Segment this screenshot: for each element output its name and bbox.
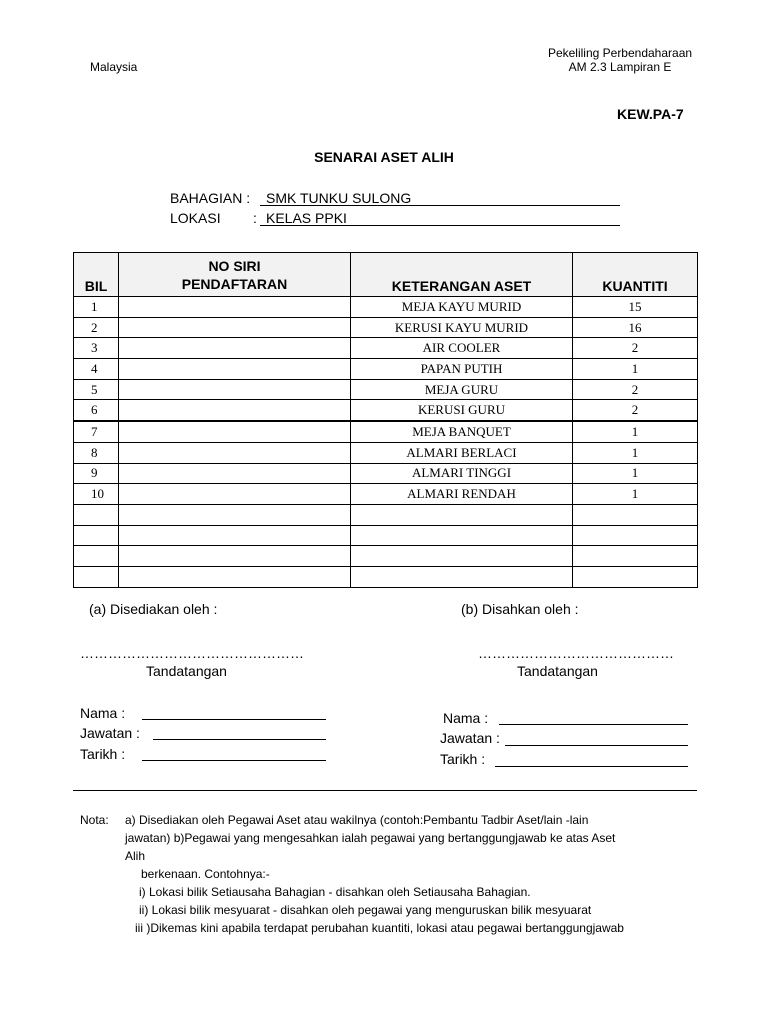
table-row [74,379,698,400]
left-signature-heading: (a) Disediakan oleh : [89,601,218,617]
header-no-siri-line2: PENDAFTARAN [181,275,288,292]
right-tandatangan-label: Tandatangan [517,663,598,679]
cell-keterangan[interactable]: AIR COOLER [351,338,573,359]
table-row [74,297,698,318]
asset-rows [74,297,698,588]
right-signature-dots[interactable]: …………………………………… [478,645,674,661]
lokasi-field[interactable]: KELAS PPKI [260,210,620,226]
left-signature-dots[interactable]: ………………………………………… [80,645,304,661]
cell-bil[interactable]: 8 [74,442,119,463]
right-jawatan-field[interactable] [505,745,688,746]
nota-line-5: i) Lokasi bilik Setiausaha Bahagian - disahkan oleh Setiausaha Bahagian. [139,885,531,899]
lokasi-colon: : [253,210,257,226]
cell-keterangan[interactable]: PAPAN PUTIH [351,359,573,380]
left-jawatan-label: Jawatan : [80,725,140,741]
table-row [74,546,698,567]
nota-line-7: iii )Dikemas kini apabila terdapat perubahan kuantiti, lokasi atau pegawai bertanggungjawab [135,921,624,935]
asset-table [73,252,698,588]
header-no-siri [119,253,351,297]
left-tandatangan-label: Tandatangan [146,663,227,679]
circular-line-1: Pekeliling Perbendaharaan [547,46,693,60]
cell-kuantiti[interactable]: 1 [573,484,698,505]
cell-no-siri[interactable] [119,379,351,400]
cell-bil[interactable]: 9 [74,463,119,484]
page-title: SENARAI ASET ALIH [314,149,454,165]
cell-keterangan[interactable]: KERUSI GURU [351,400,573,421]
table-row [74,359,698,380]
cell-bil[interactable]: 7 [74,421,119,442]
cell-bil[interactable]: 5 [74,379,119,400]
cell-kuantiti[interactable] [573,504,698,525]
cell-kuantiti[interactable]: 15 [573,297,698,318]
cell-keterangan[interactable]: ALMARI BERLACI [351,442,573,463]
circular-reference [520,46,720,74]
cell-no-siri[interactable] [119,525,351,546]
right-jawatan-label: Jawatan : [440,730,500,746]
nota-line-1: a) Disediakan oleh Pegawai Aset atau wakilnya (contoh:Pembantu Tadbir Aset/lain -lain [125,813,589,827]
cell-kuantiti[interactable]: 2 [573,338,698,359]
form-code: KEW.PA-7 [617,106,684,122]
cell-kuantiti[interactable] [573,546,698,567]
cell-kuantiti[interactable] [573,525,698,546]
table-row [74,338,698,359]
bahagian-label: BAHAGIAN : [170,190,251,206]
cell-no-siri[interactable] [119,400,351,421]
nota-line-2: jawatan) b)Pegawai yang mengesahkan ialah pegawai yang bertanggungjawab ke atas Aset [125,831,616,845]
cell-keterangan[interactable]: MEJA GURU [351,379,573,400]
cell-bil[interactable] [74,546,119,567]
left-tarikh-field[interactable] [142,760,326,761]
bahagian-field[interactable]: SMK TUNKU SULONG [260,190,620,206]
cell-keterangan[interactable]: MEJA KAYU MURID [351,297,573,318]
nota-line-3: Alih [125,849,146,863]
left-nama-field[interactable] [142,719,326,720]
table-row [74,504,698,525]
cell-kuantiti[interactable] [573,566,698,587]
cell-keterangan[interactable] [351,566,573,587]
table-row [74,566,698,587]
nota-line-6: ii) Lokasi bilik mesyuarat - disahkan oleh pegawai yang menguruskan bilik mesyuarat [139,903,592,917]
cell-no-siri[interactable] [119,359,351,380]
table-row [74,421,698,442]
cell-no-siri[interactable] [119,484,351,505]
nota-line-4: berkenaan. Contohnya:- [141,867,270,881]
circular-line-2: AM 2.3 Lampiran E [568,60,672,74]
header-bil: BIL [74,253,119,297]
cell-kuantiti[interactable]: 1 [573,442,698,463]
cell-bil[interactable]: 2 [74,317,119,338]
left-tarikh-label: Tarikh : [80,746,126,762]
cell-keterangan[interactable]: MEJA BANQUET [351,421,573,442]
header-no-siri-line1: NO SIRI [208,257,261,274]
cell-bil[interactable] [74,525,119,546]
cell-keterangan[interactable]: ALMARI TINGGI [351,463,573,484]
right-tarikh-field[interactable] [495,766,688,767]
cell-keterangan[interactable]: ALMARI RENDAH [351,484,573,505]
table-row [74,525,698,546]
cell-bil[interactable] [74,566,119,587]
table-row [74,317,698,338]
cell-no-siri[interactable] [119,463,351,484]
bahagian-row [170,190,630,208]
cell-no-siri[interactable] [119,338,351,359]
table-header-row [74,253,698,297]
cell-no-siri[interactable] [119,546,351,567]
table-row [74,484,698,505]
cell-keterangan[interactable] [351,525,573,546]
table-row [74,442,698,463]
left-jawatan-field[interactable] [153,739,326,740]
cell-bil[interactable] [74,504,119,525]
cell-bil[interactable]: 1 [74,297,119,318]
cell-keterangan[interactable] [351,546,573,567]
right-nama-label: Nama : [443,710,489,726]
cell-no-siri[interactable] [119,421,351,442]
nota-label: Nota: [80,813,109,827]
cell-kuantiti[interactable]: 1 [573,421,698,442]
table-row [74,463,698,484]
country-label: Malaysia [90,60,138,74]
cell-kuantiti[interactable]: 2 [573,400,698,421]
cell-keterangan[interactable]: KERUSI KAYU MURID [351,317,573,338]
cell-kuantiti[interactable]: 2 [573,379,698,400]
cell-no-siri[interactable] [119,566,351,587]
cell-bil[interactable]: 6 [74,400,119,421]
cell-no-siri[interactable] [119,504,351,525]
right-nama-field[interactable] [499,724,688,725]
cell-no-siri[interactable] [119,317,351,338]
right-signature-heading: (b) Disahkan oleh : [461,601,579,617]
cell-kuantiti[interactable]: 16 [573,317,698,338]
header-keterangan: KETERANGAN ASET [351,253,573,297]
cell-bil[interactable]: 3 [74,338,119,359]
lokasi-label: LOKASI [170,210,221,226]
cell-keterangan[interactable] [351,504,573,525]
cell-no-siri[interactable] [119,442,351,463]
header-kuantiti: KUANTITI [573,253,698,297]
nota-text [125,811,715,937]
cell-bil[interactable]: 4 [74,359,119,380]
cell-kuantiti[interactable]: 1 [573,359,698,380]
cell-bil[interactable]: 10 [74,484,119,505]
cell-no-siri[interactable] [119,297,351,318]
section-divider [73,790,697,791]
cell-kuantiti[interactable]: 1 [573,463,698,484]
lokasi-row [170,210,630,228]
table-row [74,400,698,421]
right-tarikh-label: Tarikh : [440,751,486,767]
left-nama-label: Nama : [80,705,126,721]
